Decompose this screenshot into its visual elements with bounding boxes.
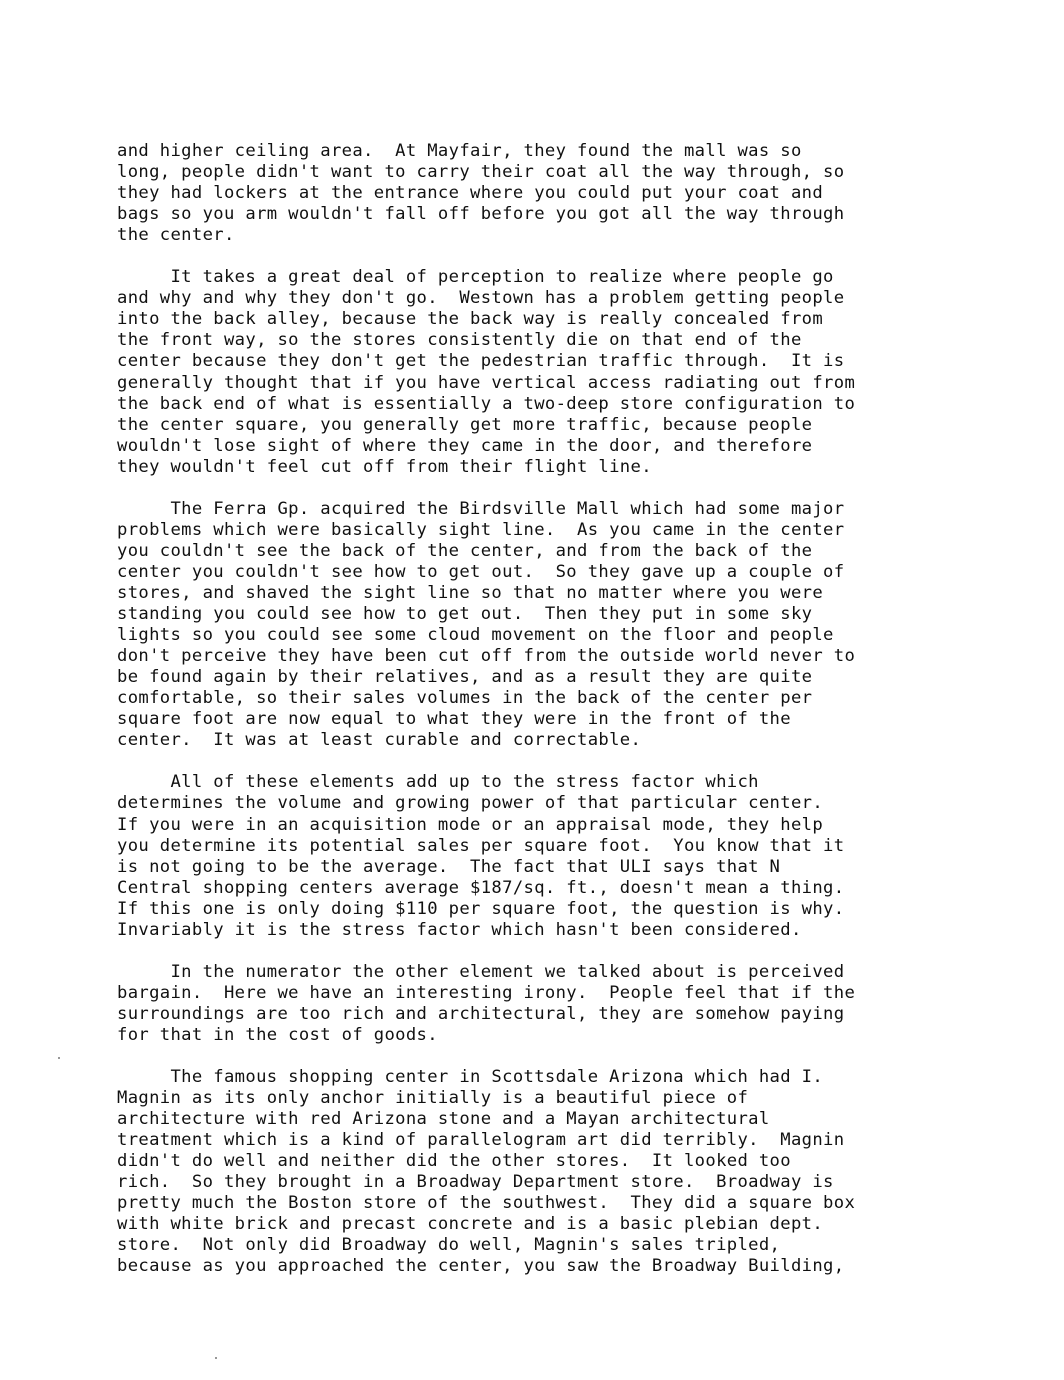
text-line: the center.: [117, 225, 235, 246]
text-line: center. It was at least curable and correctable.: [117, 730, 642, 751]
text-line: If this one is only doing $110 per square foot, the question is why.: [117, 898, 845, 919]
text-line: with white brick and precast concrete and is a basic plebian dept.: [117, 1214, 824, 1235]
text-line: center you couldn't see how to get out. So they gave up a couple of: [117, 561, 845, 582]
paragraph: [117, 962, 1017, 1046]
text-line: bargain. Here we have an interesting irony. People feel that if the: [117, 982, 856, 1003]
text-line: don't perceive they have been cut off from the outside world never to: [117, 646, 856, 667]
paragraph: [117, 1067, 1017, 1277]
text-line: treatment which is a kind of parallelogram art did terribly. Magnin: [117, 1130, 845, 1151]
text-line: and why and why they don't go. Westown has a problem getting people: [117, 288, 845, 309]
text-line: problems which were basically sight line. As you came in the center: [117, 519, 845, 540]
paragraph: [117, 499, 1017, 752]
text-line: they had lockers at the entrance where you could put your coat and: [117, 183, 824, 204]
paragraph: [117, 772, 1017, 940]
document-body: [117, 141, 1017, 1278]
text-line: long, people didn't want to carry their coat all the way through, so: [117, 162, 845, 183]
scan-speck: [215, 1357, 217, 1359]
text-line: store. Not only did Broadway do well, Magnin's sales tripled,: [117, 1235, 781, 1256]
text-line: rich. So they brought in a Broadway Department store. Broadway is: [117, 1172, 834, 1193]
text-line: be found again by their relatives, and as a result they are quite: [117, 667, 813, 688]
text-line: surroundings are too rich and architectural, they are somehow paying: [117, 1003, 845, 1024]
text-line: the back end of what is essentially a two-deep store configuration to: [117, 393, 856, 414]
text-line: didn't do well and neither did the other stores. It looked too: [117, 1151, 791, 1172]
paragraph-gap: [117, 751, 1017, 772]
paragraph-gap: [117, 478, 1017, 499]
text-line: bags so you arm wouldn't fall off before you got all the way through: [117, 204, 845, 225]
text-line: the center square, you generally get more traffic, because people: [117, 414, 813, 435]
text-line: is not going to be the average. The fact that ULI says that N: [117, 856, 781, 877]
text-line: square foot are now equal to what they were in the front of the: [117, 709, 791, 730]
text-line: Central shopping centers average $187/sq. ft., doesn't mean a thing.: [117, 877, 845, 898]
paragraph: [117, 141, 1017, 246]
text-line: center because they don't get the pedestrian traffic through. It is: [117, 351, 845, 372]
text-line: Invariably it is the stress factor which hasn't been considered.: [117, 919, 802, 940]
text-line: pretty much the Boston store of the southwest. They did a square box: [117, 1193, 856, 1214]
paragraph: [117, 267, 1017, 477]
text-line: comfortable, so their sales volumes in the back of the center per: [117, 688, 813, 709]
text-line: architecture with red Arizona stone and a Mayan architectural: [117, 1109, 770, 1130]
text-line: and higher ceiling area. At Mayfair, they found the mall was so: [117, 141, 802, 161]
text-line: determines the volume and growing power of that particular center.: [117, 793, 824, 814]
scan-speck: [58, 1057, 60, 1059]
paragraph-gap: [117, 1046, 1017, 1067]
text-line: the front way, so the stores consistently die on that end of the: [117, 330, 802, 351]
text-line: for that in the cost of goods.: [117, 1024, 438, 1045]
text-line: All of these elements add up to the stress factor which: [117, 772, 759, 793]
paragraph-gap: [117, 941, 1017, 962]
text-line: they wouldn't feel cut off from their flight line.: [117, 456, 652, 477]
text-line: stores, and shaved the sight line so that no matter where you were: [117, 582, 824, 603]
text-line: In the numerator the other element we talked about is perceived: [117, 961, 845, 982]
text-line: you couldn't see the back of the center, and from the back of the: [117, 540, 813, 561]
text-line: you determine its potential sales per square foot. You know that it: [117, 835, 845, 856]
text-line: because as you approached the center, you saw the Broadway Building,: [117, 1256, 845, 1277]
text-line: The famous shopping center in Scottsdale Arizona which had I.: [117, 1067, 824, 1088]
text-line: into the back alley, because the back way is really concealed from: [117, 309, 824, 330]
paragraph-gap: [117, 246, 1017, 267]
text-line: generally thought that if you have vertical access radiating out from: [117, 372, 856, 393]
text-line: The Ferra Gp. acquired the Birdsville Mall which had some major: [117, 498, 845, 519]
text-line: standing you could see how to get out. Then they put in some sky: [117, 604, 813, 625]
text-line: wouldn't lose sight of where they came in the door, and therefore: [117, 435, 813, 456]
text-line: It takes a great deal of perception to realize where people go: [117, 267, 834, 288]
text-line: Magnin as its only anchor initially is a beautiful piece of: [117, 1088, 749, 1109]
text-line: lights so you could see some cloud movement on the floor and people: [117, 625, 834, 646]
text-line: If you were in an acquisition mode or an appraisal mode, they help: [117, 814, 824, 835]
